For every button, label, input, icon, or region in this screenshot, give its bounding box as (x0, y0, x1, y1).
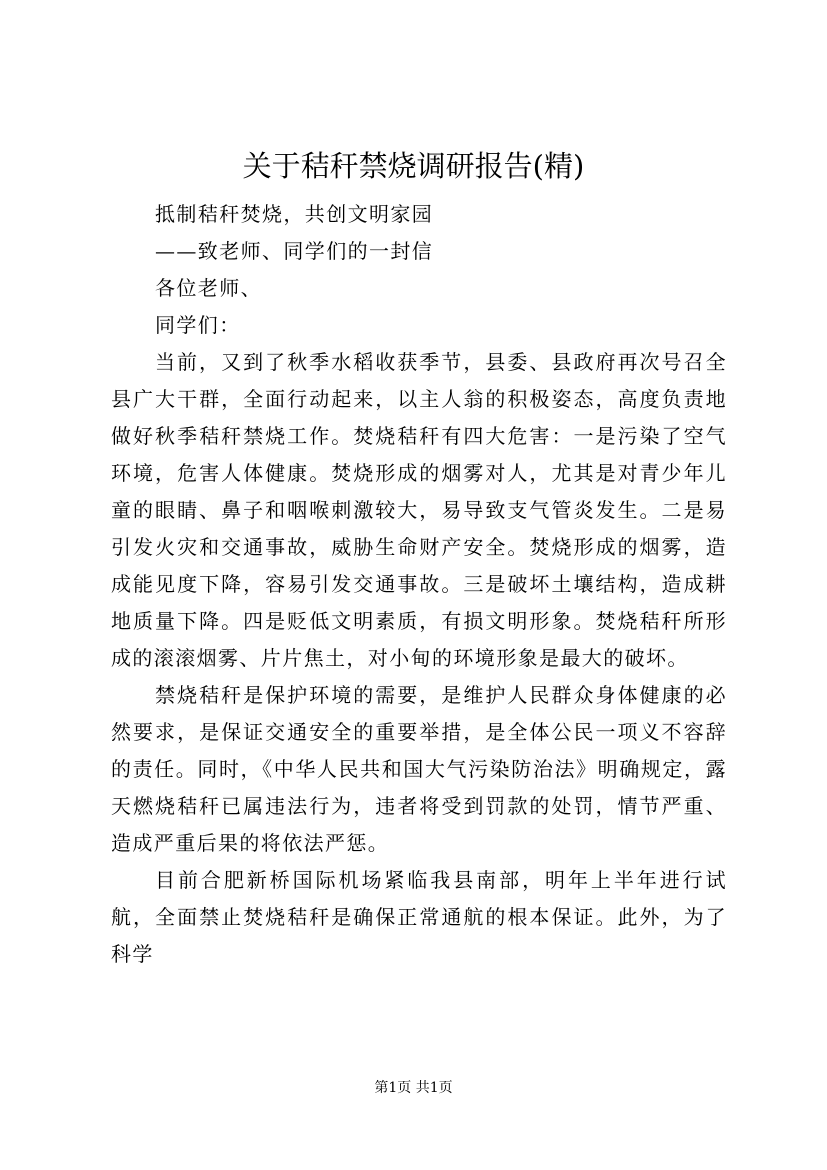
document-title: 关于秸秆禁烧调研报告(精) (242, 149, 585, 183)
paragraph-salutation-students: 同学们： (155, 313, 241, 337)
page-footer: 第1页 共1页 (374, 1080, 453, 1096)
paragraph-salutation-teachers: 各位老师、 (155, 276, 262, 300)
paragraph-body-3: 目前合肥新桥国际机场紧临我县南部，明年上半年进行试航，全面禁止焚烧秸秆是确保正常通航的根本保证。此外，为了科学 (111, 868, 727, 966)
paragraph-body-1: 当前，又到了秋季水稻收获季节，县委、县政府再次号召全县广大干群，全面行动起来，以主人翁的积极姿态，高度负责地做好秋季秸秆禁烧工作。焚烧秸秆有四大危害：一是污染了空气环境，危害人体健康。焚烧形成的烟雾对人，尤其是对青少年儿童的眼睛、鼻子和咽喉刺激较大，易导致支气管炎发生。二是易引发火灾和交通事故，威胁生命财产安全。焚烧形成的烟雾，造成能见度下降，容易引发交通事故。三是破坏土壤结构，造成耕地质量下降。四是贬低文明素质，有损文明形象。焚烧秸秆所形成的滚滚烟雾、片片焦土，对小甸的环境形象是最大的破坏。 (111, 350, 727, 670)
paragraph-letter-heading: ——致老师、同学们的一封信 (155, 239, 434, 263)
paragraph-body-2: 禁烧秸秆是保护环境的需要，是维护人民群众身体健康的必然要求，是保证交通安全的重要举措，是全体公民一项义不容辞的责任。同时，《中华人民共和国大气污染防治法》明确规定，露天燃烧秸秆已属违法行为，违者将受到罚款的处罚，情节严重、造成严重后果的将依法严惩。 (111, 683, 727, 855)
paragraph-subtitle: 抵制秸秆焚烧，共创文明家园 (155, 202, 434, 226)
document-body (111, 196, 727, 973)
